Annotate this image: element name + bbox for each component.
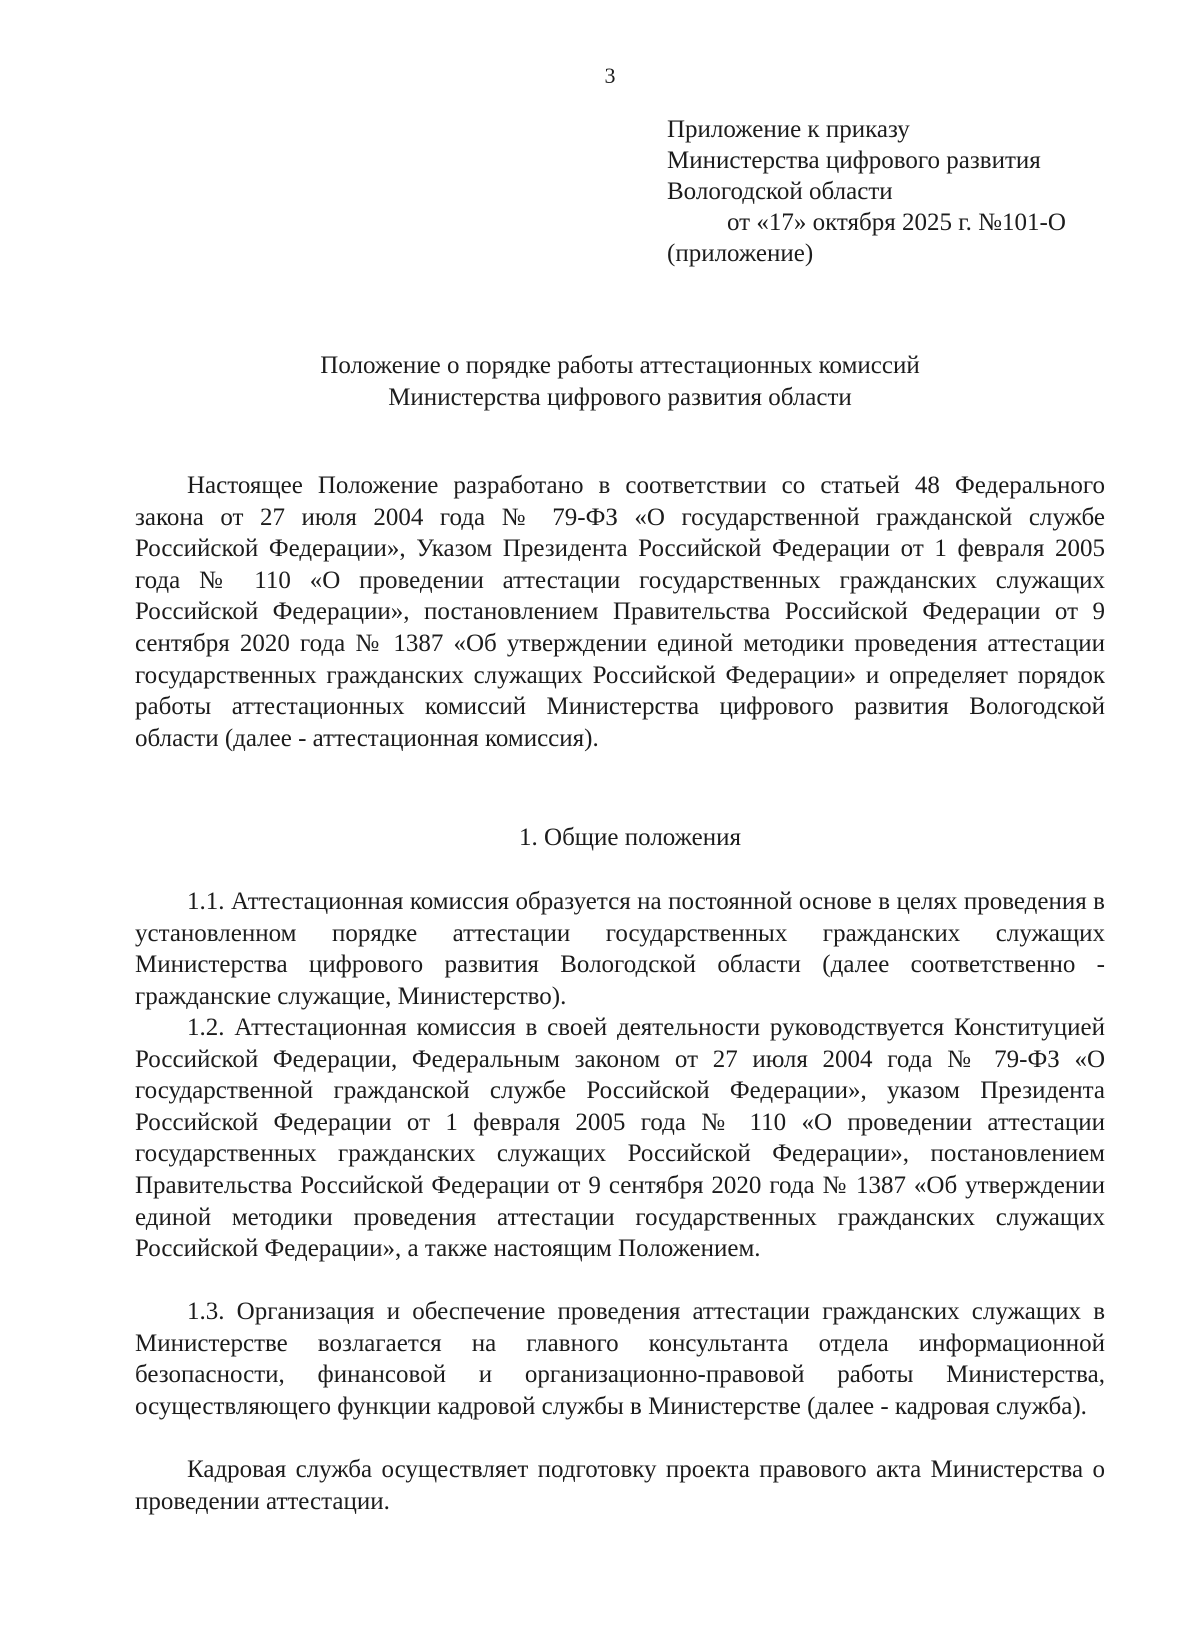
annex-line: Вологодской области [667, 178, 893, 205]
section-heading: 1. Общие положения [519, 824, 741, 851]
paragraph-hr-service: Кадровая служба осуществляет подготовку проекта правового акта Министерства о проведении аттестации. [135, 1456, 1105, 1515]
annex-order-date: от «17» октября 2025 г. №101-О [727, 209, 1066, 236]
annex-line: (приложение) [667, 240, 814, 267]
paragraph-1-3: 1.3. Организация и обеспечение проведения аттестации гражданских служащих в Министерстве возлагается на главного консультанта отдела информационной безопасности, финансовой и организационно-правовой работы Министерства, осуществляющего функции кадровой службы в Министерстве (далее - кадровая служба). [135, 1298, 1105, 1420]
document-title [130, 350, 1110, 414]
paragraph-1-1: 1.1. Аттестационная комиссия образуется на постоянной основе в целях проведения в установленном порядке аттестации государственных гражданских служащих Министерства цифрового развития Вологодской области (далее соответственно - гражданские служащие, Министерство). [135, 888, 1105, 1010]
title-line: Положение о порядке работы аттестационных комиссий [320, 352, 920, 379]
annex-line: Приложение к приказу [667, 116, 910, 143]
annex-line: Министерства цифрового развития [667, 147, 1041, 174]
page-number: 3 [604, 63, 616, 88]
annex-block [667, 114, 1177, 269]
intro-paragraph: Настоящее Положение разработано в соответствии со статьей 48 Федерального закона от 27 июля 2004 года № 79-ФЗ «О государственной гражданской службе Российской Федерации», Указом Президента Российской Федерации от 1 февраля 2005 года № 110 «О проведении аттестации государственных гражданских служащих Российской Федерации», постановлением Правительства Российской Федерации от 9 сентября 2020 года № 1387 «Об утверждении единой методики проведения аттестации государственных гражданских служащих Российской Федерации» и определяет порядок работы аттестационных комиссий Министерства цифрового развития Вологодской области (далее - аттестационная комиссия). [135, 472, 1105, 752]
title-line: Министерства цифрового развития области [388, 384, 852, 411]
paragraph-1-2: 1.2. Аттестационная комиссия в своей деятельности руководствуется Конституцией Российской Федерации, Федеральным законом от 27 июля 2004 года № 79-ФЗ «О государственной гражданской службе Российской Федерации», указом Президента Российской Федерации от 1 февраля 2005 года № 110 «О проведении аттестации государственных гражданских служащих Российской Федерации», постановлением Правительства Российской Федерации от 9 сентября 2020 года № 1387 «Об утверждении единой методики проведения аттестации государственных гражданских служащих Российской Федерации», а также настоящим Положением. [135, 1014, 1105, 1263]
